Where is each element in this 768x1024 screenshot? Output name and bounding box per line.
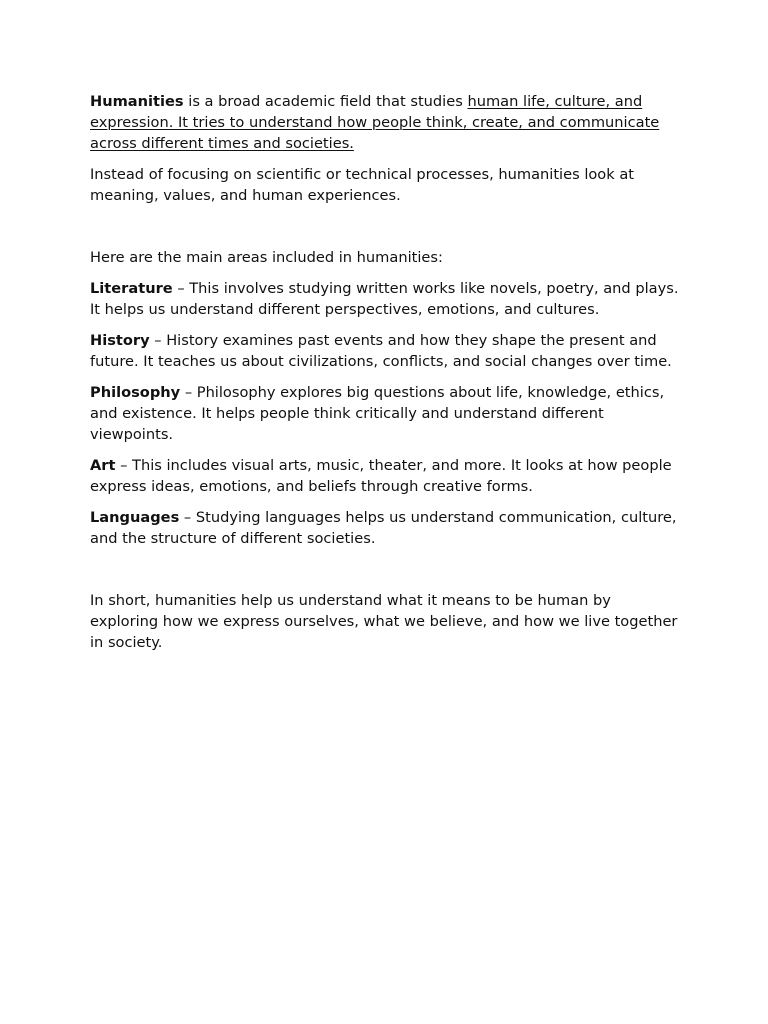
intro-underlined-text: human life, culture, and expression. It tries to understand how people think, create, and communicate across different times and societies. <box>90 93 660 152</box>
area-description: – Studying languages helps us understand communication, culture, and the structure of different societies. <box>90 509 677 547</box>
area-description: – Philosophy explores big questions about life, knowledge, ethics, and existence. It helps people think critically and understand different viewpoints. <box>90 384 665 443</box>
area-term: Philosophy <box>90 384 181 401</box>
area-term: Languages <box>90 509 180 526</box>
areas-intro-paragraph: Here are the main areas included in humanities: <box>90 249 443 266</box>
area-art <box>90 455 680 497</box>
area-philosophy <box>90 382 680 445</box>
area-description: – This involves studying written works like novels, poetry, and plays. It helps us understand different perspectives, emotions, and cultures. <box>90 280 679 318</box>
instead-paragraph <box>90 164 680 206</box>
area-description: – History examines past events and how they shape the present and future. It teaches us about civilizations, conflicts, and social changes over time. <box>90 332 672 370</box>
area-literature <box>90 278 680 320</box>
intro-paragraph <box>90 91 680 154</box>
area-term: History <box>90 332 150 349</box>
area-history <box>90 330 680 372</box>
intro-text: is a broad academic field that studies <box>183 93 468 110</box>
area-languages <box>90 507 680 549</box>
document-body <box>90 91 680 653</box>
instead-text: Instead of focusing on scientific or technical processes, humanities look at meaning, values, and human experiences. <box>90 166 634 204</box>
conclusion-paragraph: In short, humanities help us understand what it means to be human by exploring how we express ourselves, what we believe, and how we live together in society. <box>90 592 678 651</box>
area-term: Art <box>90 457 116 474</box>
area-description: – This includes visual arts, music, theater, and more. It looks at how people express ideas, emotions, and beliefs through creative forms. <box>90 457 672 495</box>
intro-term: Humanities <box>90 93 184 110</box>
area-term: Literature <box>90 280 173 297</box>
